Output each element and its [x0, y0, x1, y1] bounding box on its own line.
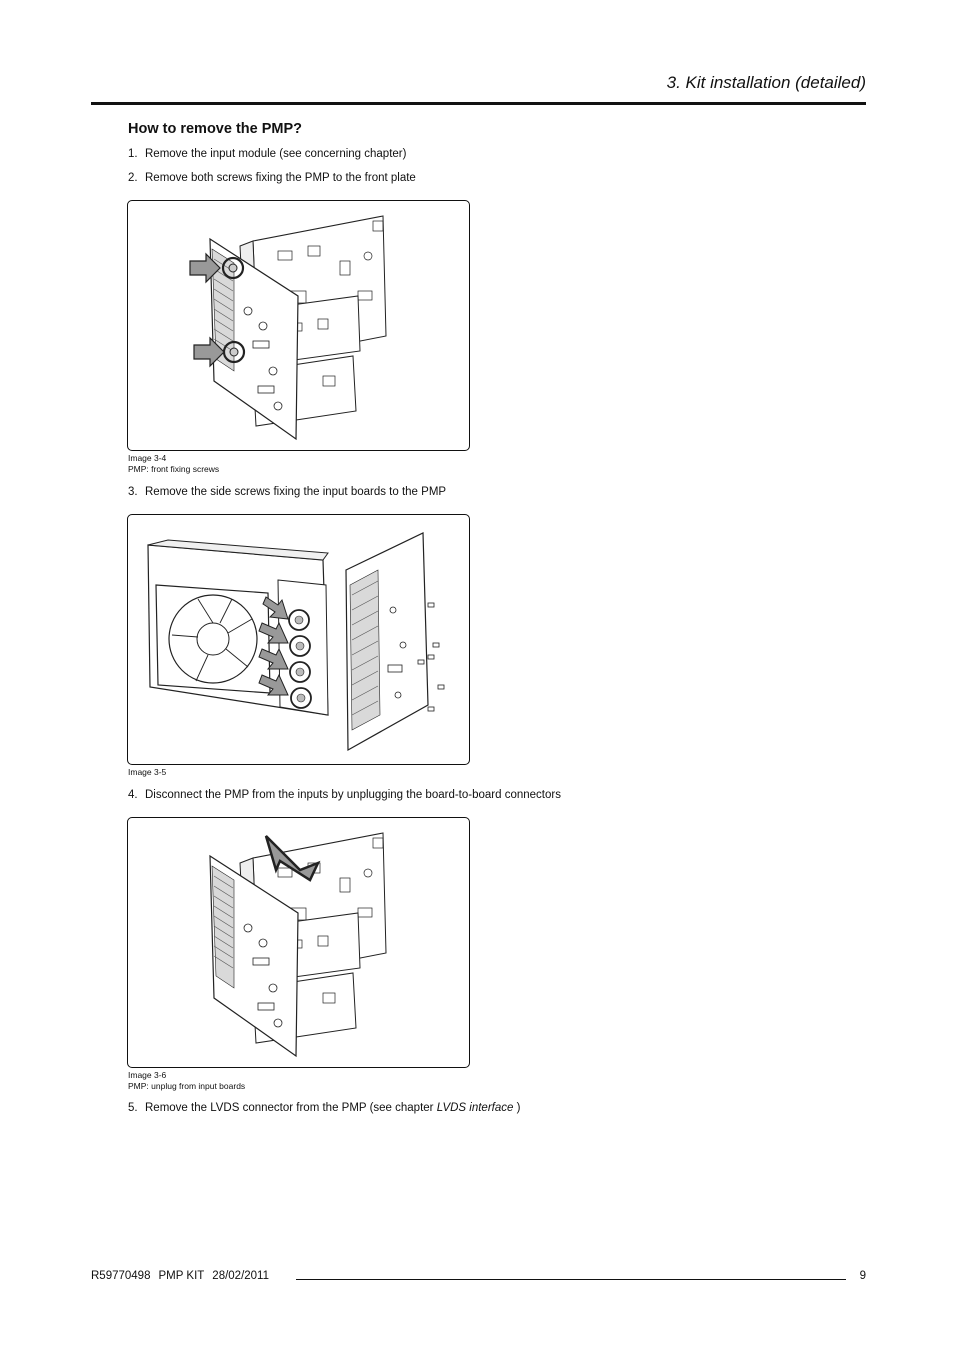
figure-caption: PMP: unplug from input boards: [128, 1081, 246, 1091]
footer-product: PMP KIT: [158, 1270, 205, 1282]
footer: [91, 1270, 277, 1282]
figure-caption: PMP: front fixing screws: [128, 464, 220, 474]
step-4: [128, 789, 561, 801]
pmp-unplug-illustration: [128, 818, 469, 1067]
footer-rule: [296, 1279, 846, 1280]
step-number: 1.: [128, 148, 138, 160]
step-text: Remove the input module (see concerning chapter): [145, 148, 407, 160]
figure-image-3-4: [127, 200, 470, 451]
section-title: How to remove the PMP?: [128, 121, 303, 137]
step-number: 4.: [128, 789, 138, 801]
step-number: 5.: [128, 1102, 138, 1114]
chapter-reference-link[interactable]: LVDS interface: [436, 1102, 514, 1114]
step-text: Remove both screws fixing the PMP to the front plate: [145, 172, 416, 184]
figure-image-3-5: [127, 514, 470, 765]
pmp-front-screws-illustration: [128, 201, 469, 450]
step-3: [128, 486, 446, 498]
figure-caption-3-6: [128, 1070, 245, 1092]
pmp-side-screws-illustration: [128, 515, 469, 764]
step-text: Disconnect the PMP from the inputs by unplugging the board-to-board connectors: [145, 789, 561, 801]
step-text: Remove the LVDS connector from the PMP (see chapter: [145, 1102, 437, 1114]
figure-image-3-6: [127, 817, 470, 1068]
figure-caption-3-4: [128, 453, 219, 475]
step-number: 3.: [128, 486, 138, 498]
figure-label: Image 3-6: [128, 1070, 167, 1080]
figure-label: Image 3-4: [128, 453, 167, 463]
footer-date: 28/02/2011: [212, 1270, 269, 1282]
step-5: [128, 1102, 520, 1114]
page-number: 9: [859, 1270, 866, 1282]
figure-caption-3-5: [128, 767, 166, 778]
step-text-tail: ): [513, 1102, 521, 1114]
chapter-title: 3. Kit installation (detailed): [666, 73, 866, 92]
footer-doc-id: R59770498: [91, 1270, 151, 1282]
step-text: Remove the side screws fixing the input boards to the PMP: [145, 486, 447, 498]
figure-label: Image 3-5: [128, 767, 167, 777]
header-rule: [91, 102, 866, 105]
step-1: [128, 148, 406, 160]
step-2: [128, 172, 416, 184]
step-number: 2.: [128, 172, 138, 184]
